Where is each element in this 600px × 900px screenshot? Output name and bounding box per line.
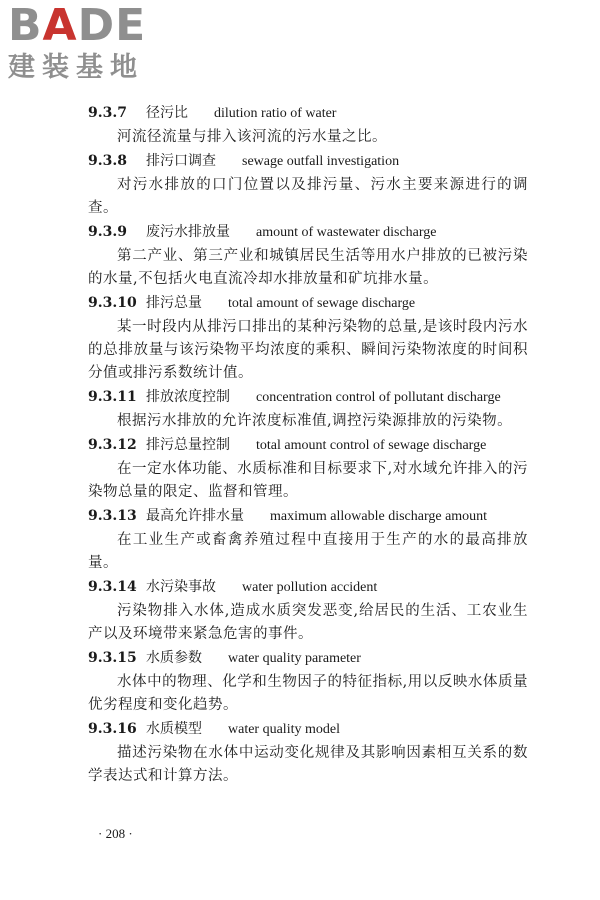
entry-term-en: total amount of sewage discharge bbox=[228, 296, 416, 311]
entry-heading bbox=[88, 103, 528, 124]
entry-number: 9.3.16 bbox=[88, 721, 137, 737]
entry-term-en: sewage outfall investigation bbox=[242, 154, 400, 169]
entry-definition: 在一定水体功能、水质标准和目标要求下,对水域允许排入的污染物总量的限定、监督和管理。 bbox=[88, 461, 528, 500]
entry-term-zh: 径污比 bbox=[146, 105, 188, 121]
entry-definition: 描述污染物在水体中运动变化规律及其影响因素相互关系的数学表达式和计算方法。 bbox=[88, 745, 528, 784]
entry-heading bbox=[88, 387, 528, 408]
entry-number: 9.3.10 bbox=[88, 295, 137, 311]
glossary-entry bbox=[88, 648, 528, 717]
glossary-entry bbox=[88, 387, 528, 433]
entry-term-zh: 废污水排放量 bbox=[146, 224, 230, 240]
entry-term-en: dilution ratio of water bbox=[214, 106, 337, 121]
entry-term-en: water pollution accident bbox=[242, 580, 378, 595]
glossary-entry bbox=[88, 506, 528, 575]
entry-term-zh: 最高允许排水量 bbox=[146, 508, 244, 524]
glossary-content bbox=[88, 103, 528, 790]
entry-definition: 河流径流量与排入该河流的污水量之比。 bbox=[117, 129, 387, 145]
glossary-entry bbox=[88, 103, 528, 149]
entry-term-zh: 水质参数 bbox=[146, 650, 202, 666]
entry-heading bbox=[88, 293, 528, 314]
entry-number: 9.3.15 bbox=[88, 650, 137, 666]
entry-heading bbox=[88, 222, 528, 243]
entry-term-en: water quality parameter bbox=[228, 651, 361, 666]
glossary-entry bbox=[88, 222, 528, 291]
entry-definition: 水体中的物理、化学和生物因子的特征指标,用以反映水体质量优劣程度和变化趋势。 bbox=[88, 674, 528, 713]
entry-term-en: amount of wastewater discharge bbox=[256, 225, 437, 240]
entry-number: 9.3.7 bbox=[88, 105, 127, 121]
entry-definition: 根据污水排放的允许浓度标准值,调控污染源排放的污染物。 bbox=[117, 413, 513, 429]
entry-heading bbox=[88, 506, 528, 527]
entry-definition: 第二产业、第三产业和城镇居民生活等用水户排放的已被污染的水量,不包括火电直流冷却水排放量和矿坑排水量。 bbox=[88, 248, 528, 287]
entry-heading bbox=[88, 435, 528, 456]
entry-term-en: total amount control of sewage discharge bbox=[256, 438, 487, 453]
entry-term-en: maximum allowable discharge amount bbox=[270, 509, 488, 524]
entry-definition: 某一时段内从排污口排出的某种污染物的总量,是该时段内污水的总排放量与该污染物平均浓度的乘积、瞬间污染物浓度的时间积分值或排污系数统计值。 bbox=[88, 319, 528, 381]
entry-term-zh: 水污染事故 bbox=[146, 579, 216, 595]
entry-term-zh: 水质模型 bbox=[146, 721, 202, 737]
entry-number: 9.3.9 bbox=[88, 224, 127, 240]
glossary-entry bbox=[88, 435, 528, 504]
entry-number: 9.3.14 bbox=[88, 579, 137, 595]
entry-number: 9.3.8 bbox=[88, 153, 127, 169]
entry-definition: 对污水排放的口门位置以及排污量、污水主要来源进行的调查。 bbox=[88, 177, 528, 216]
logo bbox=[8, 0, 188, 90]
entry-heading bbox=[88, 577, 528, 598]
entry-term-en: concentration control of pollutant discharge bbox=[256, 390, 501, 405]
entry-term-zh: 排污总量控制 bbox=[146, 437, 230, 453]
logo-subtitle: 建装基地 bbox=[8, 52, 144, 83]
entry-heading bbox=[88, 151, 528, 172]
entry-number: 9.3.12 bbox=[88, 437, 137, 453]
entry-term-en: water quality model bbox=[228, 722, 340, 737]
entry-term-zh: 排污总量 bbox=[146, 295, 202, 311]
glossary-entry bbox=[88, 719, 528, 788]
entry-definition: 在工业生产或畜禽养殖过程中直接用于生产的水的最高排放量。 bbox=[88, 532, 528, 571]
entry-term-zh: 排放浓度控制 bbox=[146, 389, 230, 405]
entry-number: 9.3.13 bbox=[88, 508, 137, 524]
entry-number: 9.3.11 bbox=[88, 389, 137, 405]
glossary-entry bbox=[88, 151, 528, 220]
entry-definition: 污染物排入水体,造成水质突发恶变,给居民的生活、工农业生产以及环境带来紧急危害的事件。 bbox=[88, 603, 528, 642]
entry-heading bbox=[88, 719, 528, 740]
logo-wordmark: BADE bbox=[8, 0, 147, 51]
page-number: · 208 · bbox=[98, 826, 133, 841]
entry-term-zh: 排污口调查 bbox=[146, 153, 216, 169]
glossary-entry bbox=[88, 293, 528, 385]
entry-heading bbox=[88, 648, 528, 669]
glossary-entry bbox=[88, 577, 528, 646]
